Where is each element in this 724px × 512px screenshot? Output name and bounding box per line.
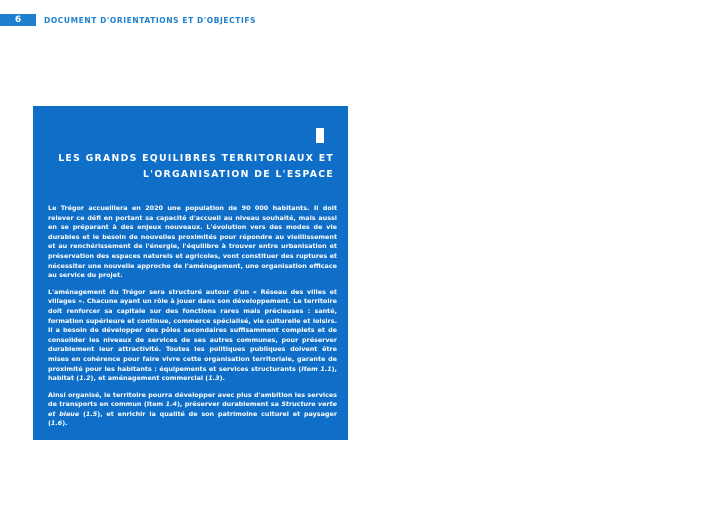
page-number: 6 [0, 14, 36, 26]
paragraph-segment-italic: 1.4 [165, 400, 177, 409]
running-header: DOCUMENT D'ORIENTATIONS ET D'OBJECTIFS [44, 16, 257, 25]
section-box [33, 106, 348, 440]
paragraph-segment-italic: 1.2 [79, 374, 91, 383]
section-numeral-bar [316, 128, 324, 143]
section-title: LES GRANDS EQUILIBRES TERRITORIAUX ET L'ORGANISATION DE L'ESPACE [58, 153, 334, 180]
paragraph-segment: ). [219, 374, 225, 383]
paragraph-segment: Ainsi organisé, le territoire pourra développer avec plus d'ambition les services de transports en commun (Item [48, 390, 337, 409]
paragraph-segment-italic: Item 1.1 [301, 364, 332, 373]
paragraph [48, 204, 337, 281]
paragraph-segment-italic: 1.6 [50, 419, 63, 428]
paragraph-segment-italic: 1.3 [208, 374, 220, 383]
paragraph-segment: L'aménagement du Trégor sera structuré autour d'un « Réseau des villes et villages ». Chacune ayant un rôle à jouer dans son développement. Le territoire doit renforcer sa capitale sur des fonctions rares mais précieuses : santé, formation supérieure et continue, commerce spécialisé, vie culturelle et loisirs. Il a besoin de développer des pôles secondaires suffisamment complets et de consolider les niveaux de services de ses autres communes, pour préserver durablement leur attractivité. Toutes les politiques publiques doivent être mises en cohérence pour faire vivre cette organisation territoriale, garante de proximité pour les habitants : équipements et services structurants ( [48, 287, 337, 373]
paragraph-segment: ), et enrichir la qualité de son patrimoine culturel et paysager ( [48, 409, 337, 428]
paragraph-segment: ( [79, 409, 86, 418]
paragraph [48, 391, 337, 429]
body-text [48, 204, 337, 436]
paragraph [48, 288, 337, 384]
paragraph-segment: ). [62, 419, 68, 428]
paragraph-segment: ), préserver durablement sa [176, 400, 282, 409]
paragraph-segment-italic: Structure verte et bleue [48, 400, 337, 418]
paragraph-segment: Le Trégor accueillera en 2020 une population de 90 000 habitants. Il doit relever ce défi en portant sa capacité d'accueil au niveau souhaité, mais aussi en se préparant à des enjeux nouveaux. L'évolution vers des modes de vie durables et le besoin de nouvelles proximités pour répondre au vieillissement et au renchérissement de l'énergie, l'équilibre à trouver entre urbanisation et préservation des espaces naturels et agricoles, vont constituer des ruptures et nécessiter une nouvelle approche de l'aménagement, une organisation efficace au service du projet. [48, 204, 337, 280]
paragraph-segment: ), habitat ( [48, 364, 337, 383]
paragraph-segment: ), et aménagement commercial ( [90, 374, 209, 383]
paragraph-segment-italic: 1.5 [85, 409, 98, 418]
